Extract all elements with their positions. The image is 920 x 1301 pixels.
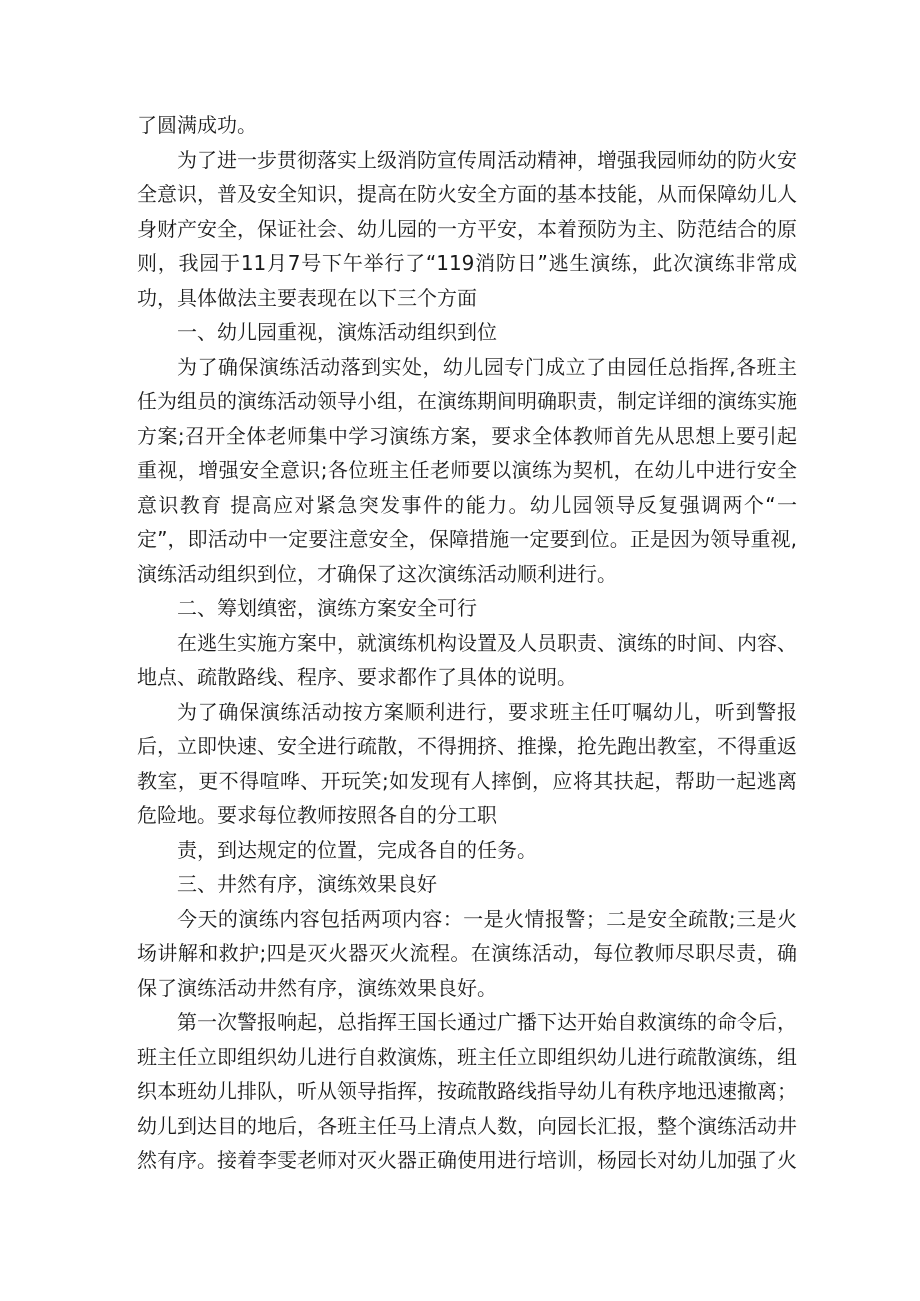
paragraph-section-2b: 为了确保演练活动按方案顺利进行，要求班主任叮嘱幼儿，听到警报后，立即快速、安全进行疏散，不得拥挤、推操，抢先跑出教室，不得重返教室，更不得喧哗、开玩笑;如发现有人摔倒，应将其扶起，帮助一起逃离危险地。要求每位教师按照各自的分工职	[137, 699, 797, 827]
section-heading-1: 一、幼儿园重视，演炼活动组织到位	[177, 320, 497, 344]
section-heading-3: 三、井然有序，演练效果良好	[177, 872, 437, 896]
document-page	[137, 108, 797, 1178]
section-heading-2: 二、筹划缜密，演练方案安全可行	[177, 596, 477, 620]
paragraph-section-2a: 在逃生实施方案中，就演练机构设置及人员职责、演练的时间、内容、地点、疏散路线、程序、要求都作了具体的说明。	[137, 630, 797, 689]
paragraph-intro: 为了进一步贯彻落实上级消防宣传周活动精神，增强我园师幼的防火安全意识，普及安全知识，提高在防火安全方面的基本技能，从而保障幼儿人身财产安全，保证社会、幼儿园的一方平安，本着预防为主、防范结合的原则，我园于11月7号下午举行了“119消防日”逃生演练，此次演练非常成功，具体做法主要表现在以下三个方面	[137, 147, 797, 310]
paragraph-continuation: 了圆满成功。	[137, 113, 257, 137]
paragraph-section-1: 为了确保演练活动落到实处，幼儿园专门成立了由园任总指挥,各班主任为组员的演练活动领导小组，在演练期间明确职责，制定详细的演练实施方案;召开全体老师集中学习演练方案，要求全体教师首先从思想上要引起重视，增强安全意识;各位班主任老师要以演练为契机，在幼儿中进行安全意识教育 提高应对紧急突发事件的能力。幼儿园领导反复强调两个“一定”，即活动中一定要注意安全，保障措施一定要到位。正是因为领导重视,演练活动组织到位，才确保了这次演练活动顺利进行。	[137, 354, 797, 586]
paragraph-section-3a: 今天的演练内容包括两项内容：一是火情报警；二是安全疏散;三是火场讲解和救护;四是灭火器灭火流程。在演练活动，每位教师尽职尽责，确保了演练活动井然有序，演练效果良好。	[137, 906, 797, 1000]
paragraph-section-2c: 责，到达规定的位置，完成各自的任务。	[177, 837, 537, 862]
paragraph-section-3b: 第一次警报响起，总指挥王国长通过广播下达开始自救演练的命令后，班主任立即组织幼儿进行自救演炼，班主任立即组织幼儿进行疏散演练，组织本班幼儿排队，听从领导指挥，按疏散路线指导幼儿有秩序地迅速撤离；幼儿到达目的地后，各班主任马上清点人数，向园长汇报，整个演练活动井然有序。接着李雯老师对灭火器正确使用进行培训，杨园长对幼儿加强了火	[137, 1010, 797, 1172]
